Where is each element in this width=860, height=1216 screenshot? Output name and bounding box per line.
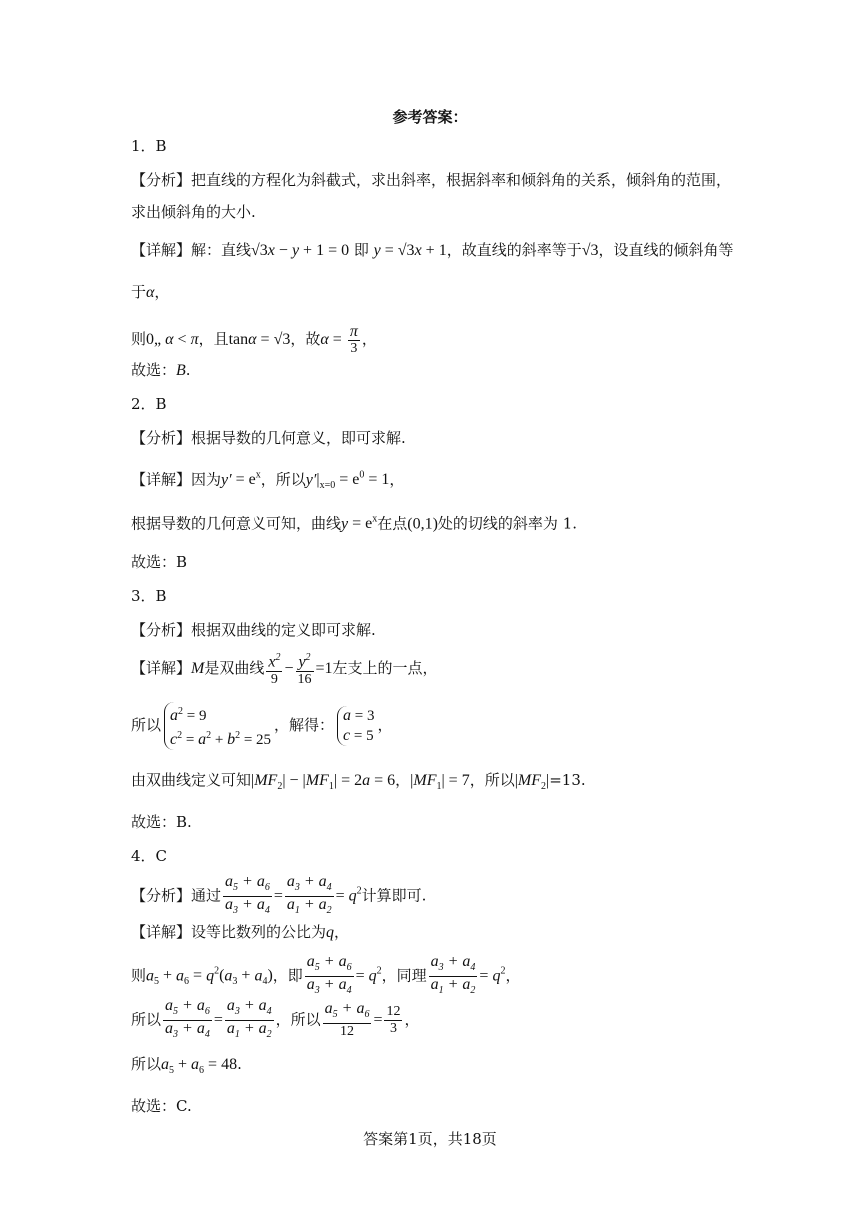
q4-detail: 【详解】设等比数列的公比为q， [131, 923, 350, 941]
q2-analysis: 【分析】根据导数的几何意义，即可求解. [131, 429, 406, 447]
page-title: 参考答案： [392, 108, 468, 126]
q1-range: 则0„ α < π，且tanα = √3，故α = $\frac{\pi}{3}$ ， [131, 322, 377, 356]
q2-conclusion: 根据导数的几何意义可知，曲线$y = e^x$在点(0,1)处的切线的斜率为 1. [131, 514, 578, 533]
q3-choice: 故选：B. [131, 813, 192, 831]
q1-detail-cont: 于α， [131, 283, 170, 301]
q2-number: 2．B [131, 395, 167, 413]
q4-step2: 所以 $\frac{a_5 + a_6}{a_3 + a_4}$ = $\frac{a_3 + a_4}{a_1 + a_2}$ ，所以 $\frac{a_5 + a_6}{12}$ = $\frac{12}{3}$ ， [131, 997, 420, 1041]
q3-analysis: 【分析】根据双曲线的定义即可求解. [131, 621, 376, 639]
page-footer: 答案第1页，共18页 [363, 1130, 497, 1148]
q2-detail: 【详解】因为$y' = e^x$，所以$y'|_{x=0} = e^0 = 1$， [131, 470, 405, 492]
q1-analysis-cont: 求出倾斜角的大小. [131, 203, 256, 221]
q3-system: 所以$a^2 = 9$ $c^2 = a^2 + b^2 = 25$，解得：a = 3 c = 5， [131, 702, 751, 750]
q4-step3: 所以$a_5 + a_6 = 48$. [131, 1055, 242, 1077]
q3-number: 3．B [131, 587, 167, 605]
q1-detail: 【详解】解：直线√3x − y + 1 = 0 即 y = √3x + 1，故直线的斜率等于√3，设直线的倾斜角等 [131, 241, 734, 259]
q4-number: 4．C [131, 847, 168, 865]
q3-definition: 由双曲线定义可知$|MF_2| - |MF_1| = 2a = 6$，$|MF_1| = 7$，所以$|MF_2|=13$. [131, 771, 586, 793]
q4-choice: 故选：C. [131, 1097, 192, 1115]
q1-number: 1．B [131, 137, 167, 155]
q2-choice: 故选：B [131, 553, 188, 571]
q1-choice: 故选：B. [131, 361, 191, 379]
q4-step1: 则$a_5 + a_6 = q^2(a_3 + a_4)$，即 $\frac{a_5 + a_6}{a_3 + a_4}$ = $q^2$，同理 $\frac{a_3 + a_4}{a_1 + a_2}$ = $q^2$， [131, 952, 521, 997]
q1-analysis: 【分析】把直线的方程化为斜截式，求出斜率，根据斜率和倾斜角的关系，倾斜角的范围， [131, 171, 732, 189]
q3-detail: 【详解】M是双曲线 $\frac{x^2}{9}$ − $\frac{y^2}{16}$ =1左支上的一点， [131, 652, 438, 687]
q4-analysis: 【分析】通过 $\frac{a_5 + a_6}{a_3 + a_4}$ = $\frac{a_3 + a_4}{a_1 + a_2}$ = $q^2$计算即可. [131, 872, 427, 917]
